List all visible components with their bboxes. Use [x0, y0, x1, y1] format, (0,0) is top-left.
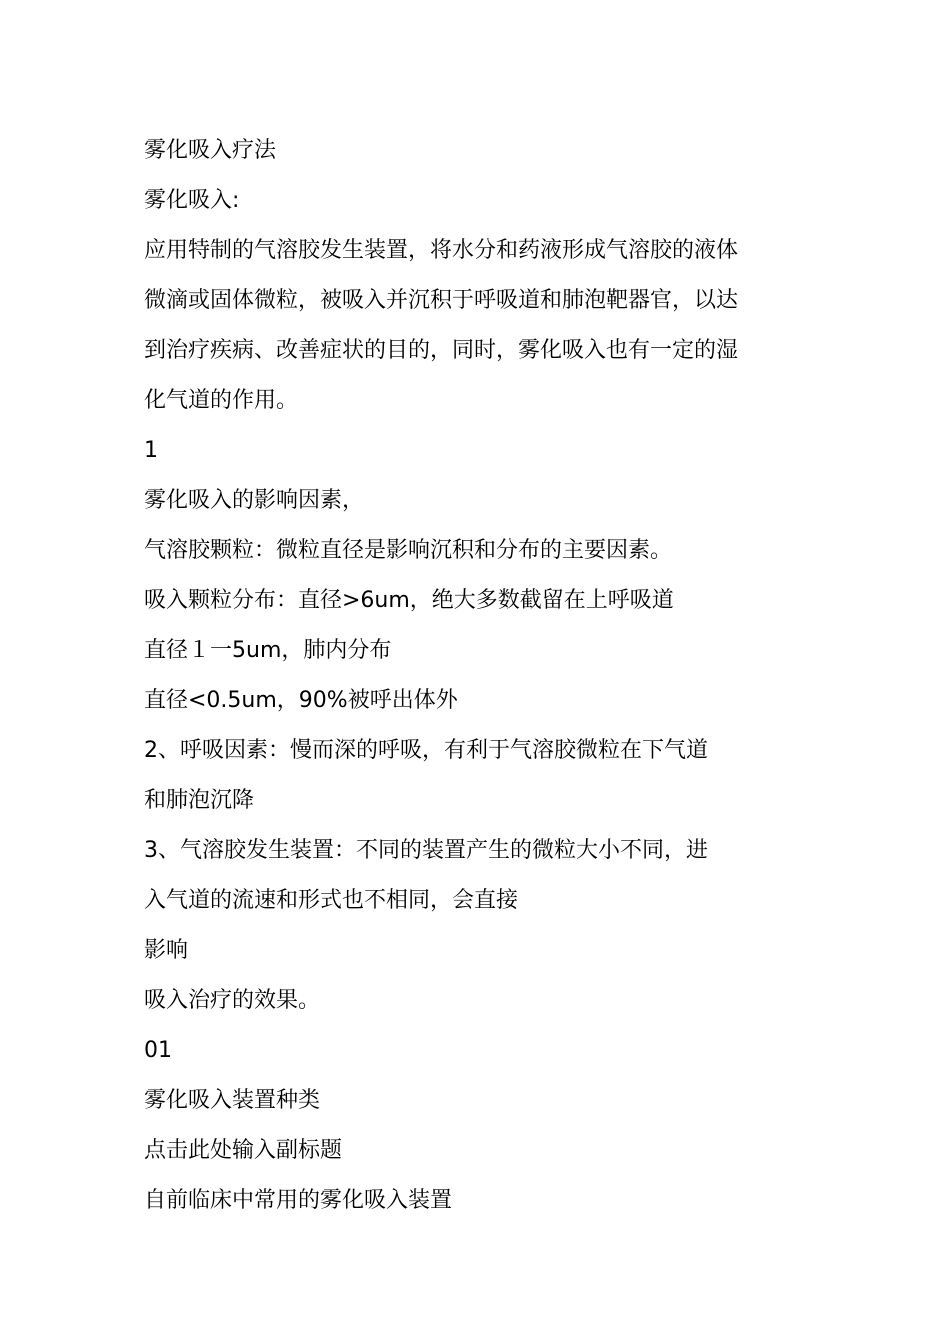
definition-heading: 雾化吸入: [144, 188, 240, 213]
document-page [144, 126, 824, 1226]
factor-line: 3、气溶胶发生装置：不同的装置产生的微粒大小不同，进 [144, 838, 708, 863]
devices-heading: 雾化吸入装置种类 [144, 1088, 321, 1113]
factor-line: 入气道的流速和形式也不相同，会直接 [144, 888, 519, 913]
definition-text-line: 微滴或固体微粒，被吸入并沉积于呼吸道和肺泡靶器官，以达 [144, 288, 739, 313]
devices-text-line: 自前临床中常用的雾化吸入装置 [144, 1188, 453, 1213]
factor-line: 吸入颗粒分布：直径>6um，绝大多数截留在上呼吸道 [144, 588, 674, 613]
factors-heading: 雾化吸入的影响因素， [144, 488, 365, 513]
factor-line: 2、呼吸因素：慢而深的呼吸，有利于气溶胶微粒在下气道 [144, 738, 708, 763]
section-number: 01 [144, 1038, 172, 1063]
definition-text-line: 到治疗疾病、改善症状的目的，同时，雾化吸入也有一定的湿 [144, 338, 739, 363]
document-title: 雾化吸入疗法 [144, 138, 277, 163]
factor-line: 直径<0.5um，90%被呼出体外 [144, 688, 458, 713]
subtitle-placeholder: 点击此处输入副标题 [144, 1138, 343, 1163]
factor-line: 吸入治疗的效果。 [144, 988, 321, 1013]
definition-text-line: 化气道的作用。 [144, 388, 299, 413]
factor-line: 气溶胶颗粒：微粒直径是影响沉积和分布的主要因素。 [144, 538, 673, 563]
section-number: 1 [144, 438, 158, 463]
factor-line: 和肺泡沉降 [144, 788, 255, 813]
definition-text-line: 应用特制的气溶胶发生装置，将水分和药液形成气溶胶的液体 [144, 238, 739, 263]
factor-line: 影响 [144, 938, 189, 963]
factor-line: 直径１一5um，肺内分布 [144, 638, 392, 663]
